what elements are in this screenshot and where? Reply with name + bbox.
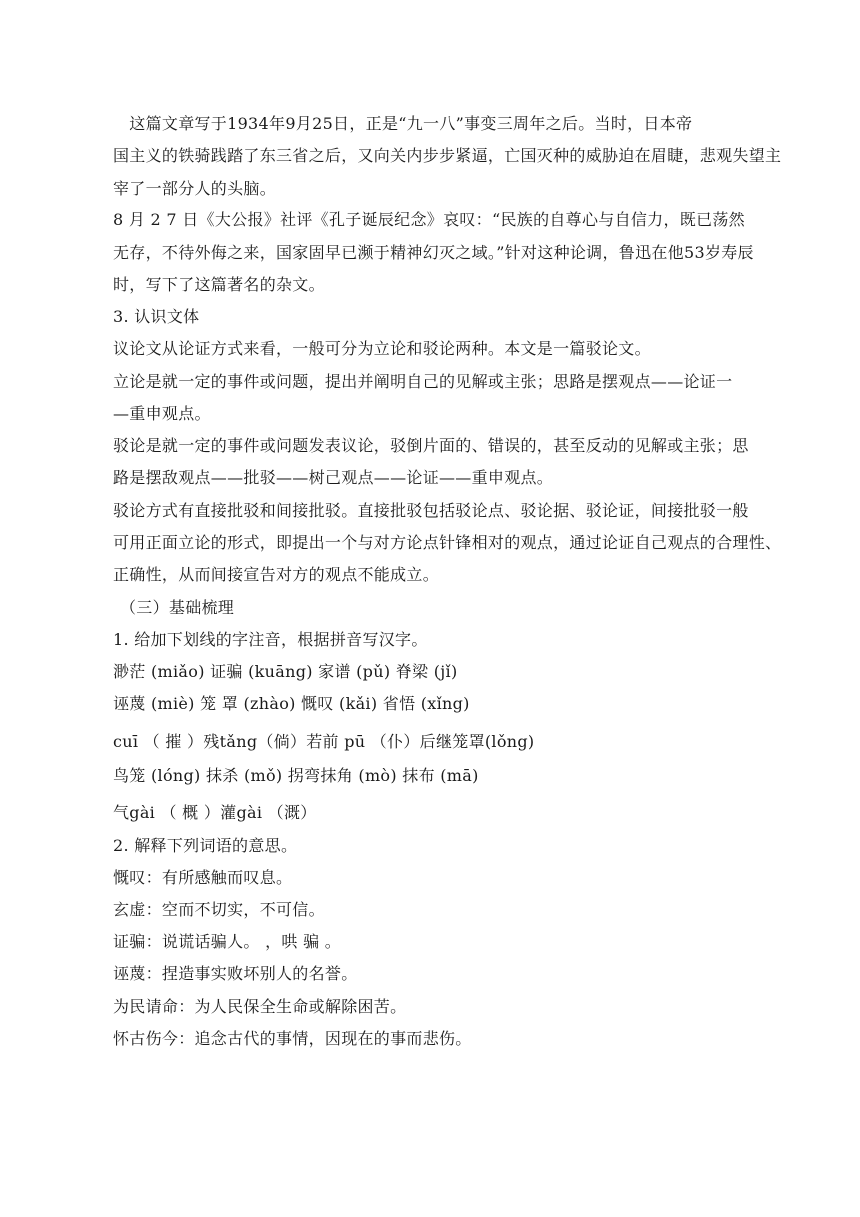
- definition-2: 玄虚：空而不切实，不可信。: [113, 900, 325, 919]
- paragraph-5-line-1: 驳论是就一定的事件或问题发表议论，驳倒片面的、错误的，甚至反动的见解或主张；思: [113, 436, 749, 455]
- paragraph-5-line-2: 路是摆敌观点——批驳——树己观点——论证——重申观点。: [113, 468, 554, 487]
- definition-1: 慨叹：有所感触而叹息。: [113, 868, 293, 887]
- pinyin-line-1: 渺茫 (miǎo) 证骗 (kuāng) 家谱 (pǔ) 脊梁 (jǐ): [113, 662, 458, 681]
- definition-6: 怀古伤今：追念古代的事情，因现在的事而悲伤。: [113, 1029, 472, 1048]
- paragraph-6-line-3: 正确性，从而间接宣告对方的观点不能成立。: [113, 565, 440, 584]
- paragraph-1-line-2: 国主义的铁骑践踏了东三省之后，又向关内步步紧逼，亡国灭种的威胁迫在眉睫，悲观失望主: [113, 146, 782, 165]
- paragraph-6-line-1: 驳论方式有直接批驳和间接批驳。直接批驳包括驳论点、驳论据、驳论证，间接批驳一般: [113, 501, 749, 520]
- paragraph-6-line-2: 可用正面立论的形式，即提出一个与对方论点针锋相对的观点，通过论证自己观点的合理性、: [113, 533, 782, 552]
- pinyin-line-4: 鸟笼 (lóng) 抹杀 (mǒ) 拐弯抹角 (mò) 抹布 (mā): [113, 766, 479, 785]
- pinyin-line-2: 诬蔑 (miè) 笼 罩 (zhào) 慨叹 (kǎi) 省悟 (xǐng): [113, 694, 470, 713]
- paragraph-2-line-2: 无存，不待外侮之来，国家固早已濒于精神幻灭之域。”针对这种论调，鲁迅在他53岁寿辰: [113, 243, 754, 262]
- question-2: 2. 解释下列词语的意思。: [113, 836, 298, 855]
- pinyin-line-5: 气gài （ 概 ）灌gài （溉）: [113, 803, 317, 822]
- definition-4: 诬蔑：捏造事实败坏别人的名誉。: [113, 964, 358, 983]
- paragraph-2-line-1: 8 月 2 7 日《大公报》社评《孔子诞辰纪念》哀叹：“民族的自尊心与自信力，既已荡然: [113, 210, 745, 229]
- definition-3: 证骗：说谎话骗人。 ，哄 骗 。: [113, 932, 342, 951]
- question-1: 1. 给加下划线的字注音，根据拼音写汉字。: [113, 630, 428, 649]
- paragraph-2-line-3: 时，写下了这篇著名的杂文。: [113, 275, 325, 294]
- definition-5: 为民请命：为人民保全生命或解除困苦。: [113, 997, 407, 1016]
- paragraph-3: 议论文从论证方式来看，一般可分为立论和驳论两种。本文是一篇驳论文。: [113, 339, 651, 358]
- paragraph-4-line-2: —重申观点。: [113, 404, 211, 423]
- paragraph-4-line-1: 立论是就一定的事件或问题，提出并阐明自己的见解或主张；思路是摆观点——论证一: [113, 372, 733, 391]
- paragraph-1-line-3: 宰了一部分人的头脑。: [113, 179, 277, 198]
- section-heading: （三）基础梳理: [120, 598, 235, 617]
- heading-identify-genre: 3. 认识文体: [113, 307, 200, 326]
- paragraph-1-line-1: 这篇文章写于1934年9月25日，正是“九一八”事变三周年之后。当时，日本帝: [113, 114, 693, 133]
- pinyin-line-3: cuī （ 摧 ）残tǎng（倘）若前 pū （仆）后继笼罩(lǒng): [113, 732, 535, 751]
